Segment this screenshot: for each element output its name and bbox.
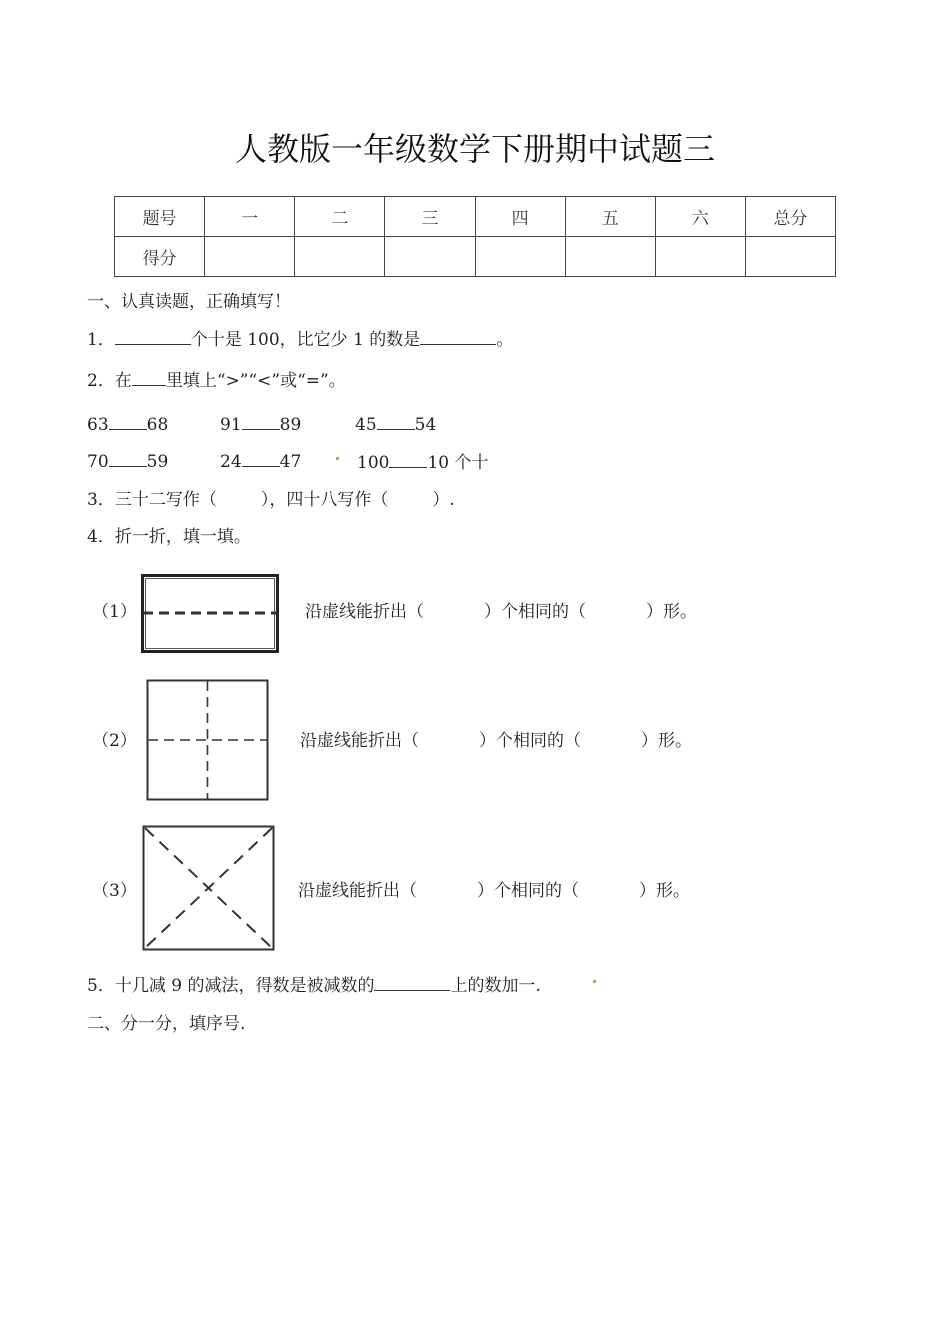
compare-left: 45 [355,414,377,435]
question-text: 十几减 9 的减法，得数是被减数的 [114,976,375,996]
fold-label: （2） [92,731,137,751]
fold-text-part: ）形。 [646,602,697,622]
score-input-cell[interactable] [385,237,475,277]
question-text: 个十是 100，比它少 1 的数是 [190,330,421,350]
score-header-cell: 四 [475,197,565,237]
compare-blank[interactable] [109,411,147,430]
compare-item [87,448,168,472]
compare-left: 24 [220,451,242,472]
section2-heading: 二、分一分，填序号. [87,1014,246,1034]
fold-text-part: ）个相同的（ [479,731,581,751]
fold-question-text [305,597,697,622]
question-number: 4． [87,527,115,547]
fold-text-part: 沿虚线能折出（ [305,602,424,622]
stray-dot-mark [336,457,339,460]
compare-left: 91 [220,414,242,435]
square-cross-fold-figure [146,679,269,801]
fold-text-part: ）个相同的（ [477,881,579,901]
score-input-cell[interactable] [295,237,385,277]
compare-item [87,411,168,435]
question-text: 上的数加一. [450,976,541,996]
score-table [114,196,836,277]
compare-right: 59 [146,451,169,472]
fold-label: （3） [92,881,137,901]
answer-blank [132,367,166,386]
score-header-cell: 总分 [745,197,835,237]
compare-item [220,411,301,435]
score-table-header-row [115,197,836,237]
compare-blank[interactable] [109,448,147,467]
score-input-cell[interactable] [655,237,745,277]
answer-blank[interactable] [115,326,191,345]
question-3 [87,485,455,510]
answer-blank[interactable] [374,972,450,991]
rectangle-fold-figure [141,574,279,653]
page-title: 人教版一年级数学下册期中试题三 [234,130,715,168]
question-number: 1． [87,330,115,350]
fold-label: （1） [92,602,137,622]
question-text: 里填上“>”“<”或“=”。 [165,371,346,391]
stray-dot-mark [593,980,596,983]
score-header-cell: 二 [295,197,385,237]
fold-text-part: ）形。 [641,731,692,751]
compare-item [357,448,489,473]
question-text: 。 [496,330,514,350]
question-text: 三十二写作（ [114,490,217,510]
score-table-score-row [115,237,836,277]
compare-blank[interactable] [377,411,415,430]
fold-question-text [298,876,690,901]
compare-blank[interactable] [242,448,280,467]
question-4 [87,522,251,547]
question-text: 折一折，填一填。 [114,527,251,547]
question-number: 5． [87,976,115,996]
question-1 [87,325,513,350]
score-header-cell: 题号 [115,197,205,237]
question-text: 在 [114,371,132,391]
score-row-label: 得分 [115,237,205,277]
question-5 [87,971,541,996]
question-number: 2． [87,371,115,391]
question-2 [87,366,346,391]
score-input-cell[interactable] [565,237,655,277]
compare-right: 68 [146,414,169,435]
compare-item [355,411,436,435]
score-header-cell: 五 [565,197,655,237]
fold-question-text [300,726,692,751]
compare-left: 100 [357,453,390,473]
fold-text-part: 沿虚线能折出（ [300,731,419,751]
question-number: 3． [87,490,115,510]
compare-right: 47 [279,451,302,472]
question-text: ）. [432,490,455,510]
compare-item [220,448,301,472]
score-header-cell: 六 [655,197,745,237]
compare-left: 63 [87,414,109,435]
score-input-cell[interactable] [745,237,835,277]
score-input-cell[interactable] [475,237,565,277]
score-header-cell: 一 [205,197,295,237]
compare-right: 54 [414,414,437,435]
score-header-cell: 三 [385,197,475,237]
section1-heading: 一、认真读题，正确填写！ [87,292,291,312]
compare-blank[interactable] [242,411,280,430]
score-input-cell[interactable] [205,237,295,277]
fold-text-part: ）个相同的（ [484,602,586,622]
fold-text-part: ）形。 [639,881,690,901]
question-text: ），四十八写作（ [260,490,389,510]
answer-blank[interactable] [420,326,496,345]
compare-left: 70 [87,451,109,472]
compare-right: 89 [279,414,302,435]
square-diagonal-fold-figure [142,825,275,951]
fold-text-part: 沿虚线能折出（ [298,881,417,901]
compare-right: 10 个十 [427,453,489,473]
compare-blank[interactable] [389,449,427,468]
